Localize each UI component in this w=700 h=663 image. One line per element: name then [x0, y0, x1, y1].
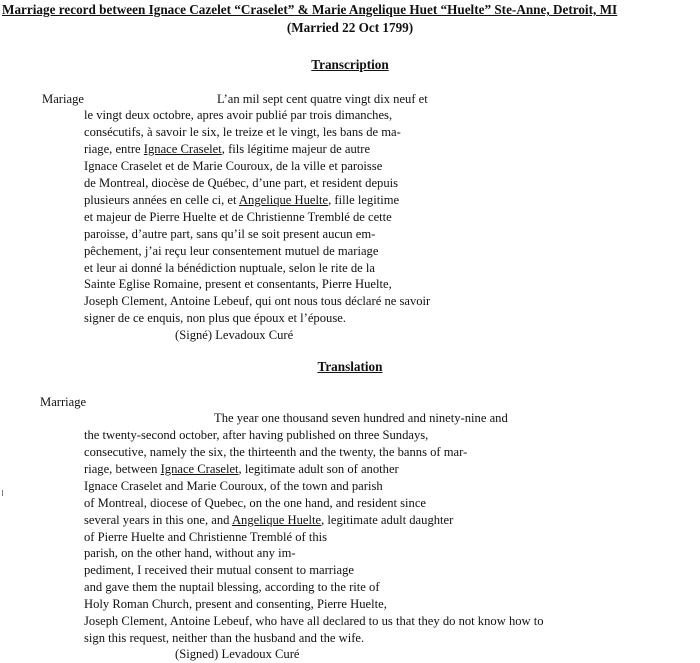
- document-title: [2, 2, 617, 18]
- translation-line: Joseph Clement, Antoine Lebeuf, who have all declared to us that they do not know how to: [84, 614, 544, 628]
- transcription-heading: Transcription: [311, 57, 389, 72]
- transcription-line: Sainte Eglise Romaine, present et consentants, Pierre Huelte,: [84, 277, 392, 291]
- bride-name: Angelique Huelte: [238, 193, 329, 207]
- translation-line: riage, between Ignace Craselet, legitimate adult son of another: [84, 462, 399, 476]
- transcription-line: de Montreal, diocèse de Québec, d’une part, et resident depuis: [84, 176, 399, 190]
- title-bride: Marie Angelique Huet “Huelte”: [311, 2, 492, 17]
- groom-name: Ignace Craselet: [160, 462, 239, 476]
- transcription-line: et majeur de Pierre Huelte et de Christienne Tremblé de cette: [84, 210, 392, 224]
- translation-line: parish, on the other hand, without any im-: [84, 546, 296, 560]
- translation-line: consecutive, namely the six, the thirteenth and the twenty, the banns of mar-: [84, 445, 468, 459]
- translation-line: of Montreal, diocese of Quebec, on the one hand, and resident since: [84, 496, 427, 510]
- transcription-label: Mariage: [42, 92, 84, 106]
- transcription-line: le vingt deux octobre, apres avoir publié par trois dimanches,: [84, 108, 393, 122]
- translation-line: The year one thousand seven hundred and ninety-nine and: [214, 411, 508, 425]
- transcription-line: et leur ai donné la bénédiction nuptuale, selon le rite de la: [84, 261, 375, 275]
- transcription-line: signer de ce enquis, non plus que époux et l’épouse.: [84, 311, 346, 325]
- translation-line: Holy Roman Church, present and consenting, Pierre Huelte,: [84, 597, 387, 611]
- translation-line: several years in this one, and Angelique Huelte, legitimate adult daughter: [84, 513, 454, 527]
- transcription-line: pêchement, j’ai reçu leur consentement mutuel de mariage: [84, 244, 379, 258]
- translation-signature: (Signed) Levadoux Curé: [175, 647, 300, 661]
- title-part-2: &: [294, 2, 312, 17]
- transcription-line: Joseph Clement, Antoine Lebeuf, qui ont nous tous déclaré ne savoir: [84, 294, 431, 308]
- transcription-line: Ignace Craselet et de Marie Couroux, de la ville et paroisse: [84, 159, 383, 173]
- marriage-date: (Married 22 Oct 1799): [286, 20, 414, 35]
- translation-line: the twenty-second october, after having published on three Sundays,: [84, 428, 429, 442]
- translation-label: Marriage: [40, 395, 87, 409]
- transcription-line: consécutifs, à savoir le six, le treize et le vingt, les bans de ma-: [84, 125, 401, 139]
- title-part-3: Ste-Anne, Detroit, MI: [491, 2, 618, 17]
- transcription-line: L’an mil sept cent quatre vingt dix neuf et: [217, 92, 428, 106]
- transcription-line: plusieurs années en celle ci, et Angelique Huelte, fille legitime: [84, 193, 400, 207]
- bride-name: Angelique Huelte: [231, 513, 322, 527]
- transcription-signature: (Signé) Levadoux Curé: [175, 328, 294, 342]
- translation-line: of Pierre Huelte and Christienne Tremblé of this: [84, 530, 328, 544]
- translation-line: Ignace Craselet and Marie Couroux, of the town and parish: [84, 479, 383, 493]
- groom-name: Ignace Craselet: [143, 142, 222, 156]
- margin-mark: [2, 490, 3, 496]
- transcription-line: riage, entre Ignace Craselet, fils légitime majeur de autre: [84, 142, 371, 156]
- translation-heading: Translation: [317, 359, 383, 374]
- translation-line: and gave them the nuptail blessing, according to the rite of: [84, 580, 380, 594]
- title-groom: Ignace Cazelet “Craselet”: [148, 2, 295, 17]
- transcription-line: paroisse, d’autre part, sans qu’il se soit present aucun em-: [84, 227, 376, 241]
- translation-line: sign this request, neither than the husband and the wife.: [84, 631, 365, 645]
- title-part-1: Marriage record between: [2, 2, 149, 17]
- translation-line: pediment, I received their mutual consent to marriage: [84, 563, 354, 577]
